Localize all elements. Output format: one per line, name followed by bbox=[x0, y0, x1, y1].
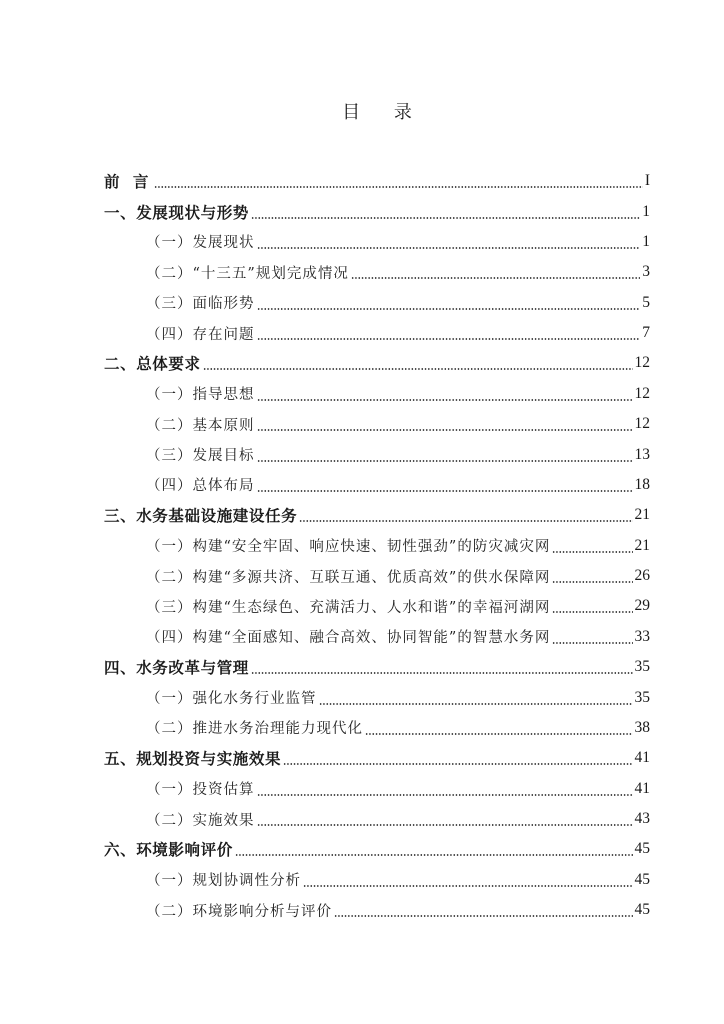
toc-page-number: 21 bbox=[634, 536, 650, 554]
dot-leader bbox=[257, 247, 641, 249]
toc-subsection bbox=[104, 865, 650, 895]
dot-leader bbox=[319, 703, 633, 705]
toc-page-number: 7 bbox=[642, 324, 650, 342]
toc-subsection bbox=[104, 409, 650, 439]
dot-leader bbox=[251, 217, 640, 219]
toc-page-number: 29 bbox=[634, 597, 650, 615]
toc-subsection bbox=[104, 591, 650, 621]
toc-subsection bbox=[104, 379, 650, 409]
toc-page-number: 45 bbox=[634, 901, 650, 919]
toc-subsection-label: （二）实施效果 bbox=[146, 812, 255, 829]
toc-subsection bbox=[104, 682, 650, 712]
dot-leader bbox=[257, 460, 633, 462]
toc-subsection-label: （一）强化水务行业监管 bbox=[146, 691, 317, 708]
toc-page-number: 43 bbox=[634, 810, 650, 828]
toc-subsection-label: （三）面临形势 bbox=[146, 296, 255, 313]
toc-subsection bbox=[104, 895, 650, 925]
toc-subsection bbox=[104, 622, 650, 652]
toc-section bbox=[104, 834, 650, 864]
dot-leader bbox=[257, 338, 641, 340]
toc-subsection-label: （四）构建“全面感知、融合高效、协同智能”的智慧水务网 bbox=[146, 630, 551, 647]
page-title: 目 录 bbox=[342, 102, 426, 123]
toc-subsection-label: （一）规划协调性分析 bbox=[146, 873, 301, 890]
dot-leader bbox=[203, 368, 633, 370]
toc-section bbox=[104, 196, 650, 226]
toc-page-number: 45 bbox=[634, 840, 650, 858]
toc-subsection-label: （三）发展目标 bbox=[146, 448, 255, 465]
toc-subsection bbox=[104, 227, 650, 257]
toc-page-number: 26 bbox=[634, 567, 650, 585]
toc-page-number: 35 bbox=[634, 688, 650, 706]
toc-subsection-label: （二）环境影响分析与评价 bbox=[146, 903, 332, 920]
dot-leader bbox=[235, 854, 633, 856]
dot-leader bbox=[257, 824, 633, 826]
toc-subsection-label: （四）存在问题 bbox=[146, 326, 255, 343]
dot-leader bbox=[257, 429, 633, 431]
dot-leader bbox=[351, 277, 640, 279]
dot-leader bbox=[552, 642, 632, 644]
toc-page-number: 21 bbox=[634, 506, 650, 524]
toc-subsection-label: （一）指导思想 bbox=[146, 387, 255, 404]
toc-subsection-label: （二）基本原则 bbox=[146, 417, 255, 434]
toc-section bbox=[104, 652, 650, 682]
toc-page-number: 18 bbox=[634, 475, 650, 493]
toc-page-number: 41 bbox=[634, 749, 650, 767]
toc-subsection-label: （二）构建“多源共济、互联互通、优质高效”的供水保障网 bbox=[146, 569, 551, 586]
toc-page-number: 41 bbox=[634, 779, 650, 797]
toc-section-label: 前 言 bbox=[104, 173, 153, 192]
dot-leader bbox=[365, 733, 633, 735]
table-of-contents bbox=[104, 166, 650, 925]
dot-leader bbox=[257, 490, 633, 492]
toc-page-number: 38 bbox=[634, 718, 650, 736]
dot-leader bbox=[154, 186, 642, 188]
dot-leader bbox=[552, 581, 632, 583]
toc-section bbox=[104, 166, 650, 196]
toc-subsection-label: （二）推进水务治理能力现代化 bbox=[146, 721, 363, 738]
dot-leader bbox=[251, 672, 633, 674]
dot-leader bbox=[257, 794, 633, 796]
toc-page-number: 3 bbox=[642, 263, 650, 281]
toc-page-number: 1 bbox=[642, 202, 650, 220]
toc-subsection bbox=[104, 257, 650, 287]
toc-subsection bbox=[104, 774, 650, 804]
toc-section-label: 五、规划投资与实施效果 bbox=[104, 750, 282, 769]
toc-page-number: 12 bbox=[634, 384, 650, 402]
dot-leader bbox=[257, 399, 633, 401]
dot-leader bbox=[552, 611, 632, 613]
toc-subsection bbox=[104, 318, 650, 348]
dot-leader bbox=[283, 763, 632, 765]
toc-subsection-label: （二）“十三五”规划完成情况 bbox=[146, 265, 349, 282]
toc-subsection bbox=[104, 804, 650, 834]
dot-leader bbox=[299, 520, 632, 522]
dot-leader bbox=[334, 915, 633, 917]
toc-section-label: 四、水务改革与管理 bbox=[104, 659, 249, 678]
toc-section bbox=[104, 348, 650, 378]
toc-subsection-label: （四）总体布局 bbox=[146, 478, 255, 495]
toc-page-number: 12 bbox=[634, 354, 650, 372]
toc-section bbox=[104, 743, 650, 773]
toc-page-number: 13 bbox=[634, 445, 650, 463]
toc-section-label: 一、发展现状与形势 bbox=[104, 203, 249, 222]
dot-leader bbox=[257, 308, 641, 310]
toc-page-number: 35 bbox=[634, 658, 650, 676]
toc-section bbox=[104, 500, 650, 530]
toc-subsection bbox=[104, 713, 650, 743]
toc-page-number: 5 bbox=[642, 293, 650, 311]
toc-subsection bbox=[104, 288, 650, 318]
toc-page-number: 33 bbox=[634, 627, 650, 645]
toc-subsection-label: （一）发展现状 bbox=[146, 235, 255, 252]
toc-page-number: 45 bbox=[634, 870, 650, 888]
toc-page-number: 1 bbox=[642, 232, 650, 250]
toc-subsection bbox=[104, 439, 650, 469]
toc-section-label: 六、环境影响评价 bbox=[104, 841, 233, 860]
dot-leader bbox=[552, 551, 632, 553]
toc-subsection-label: （三）构建“生态绿色、充满活力、人水和谐”的幸福河湖网 bbox=[146, 599, 551, 616]
toc-section-label: 二、总体要求 bbox=[104, 355, 201, 374]
toc-subsection bbox=[104, 470, 650, 500]
toc-section-label: 三、水务基础设施建设任务 bbox=[104, 507, 298, 526]
toc-page-number: I bbox=[644, 172, 650, 190]
toc-subsection-label: （一）投资估算 bbox=[146, 782, 255, 799]
toc-subsection-label: （一）构建“安全牢固、响应快速、韧性强劲”的防灾减灾网 bbox=[146, 539, 551, 556]
toc-subsection bbox=[104, 561, 650, 591]
toc-page-number: 12 bbox=[634, 415, 650, 433]
toc-subsection bbox=[104, 531, 650, 561]
dot-leader bbox=[303, 885, 633, 887]
